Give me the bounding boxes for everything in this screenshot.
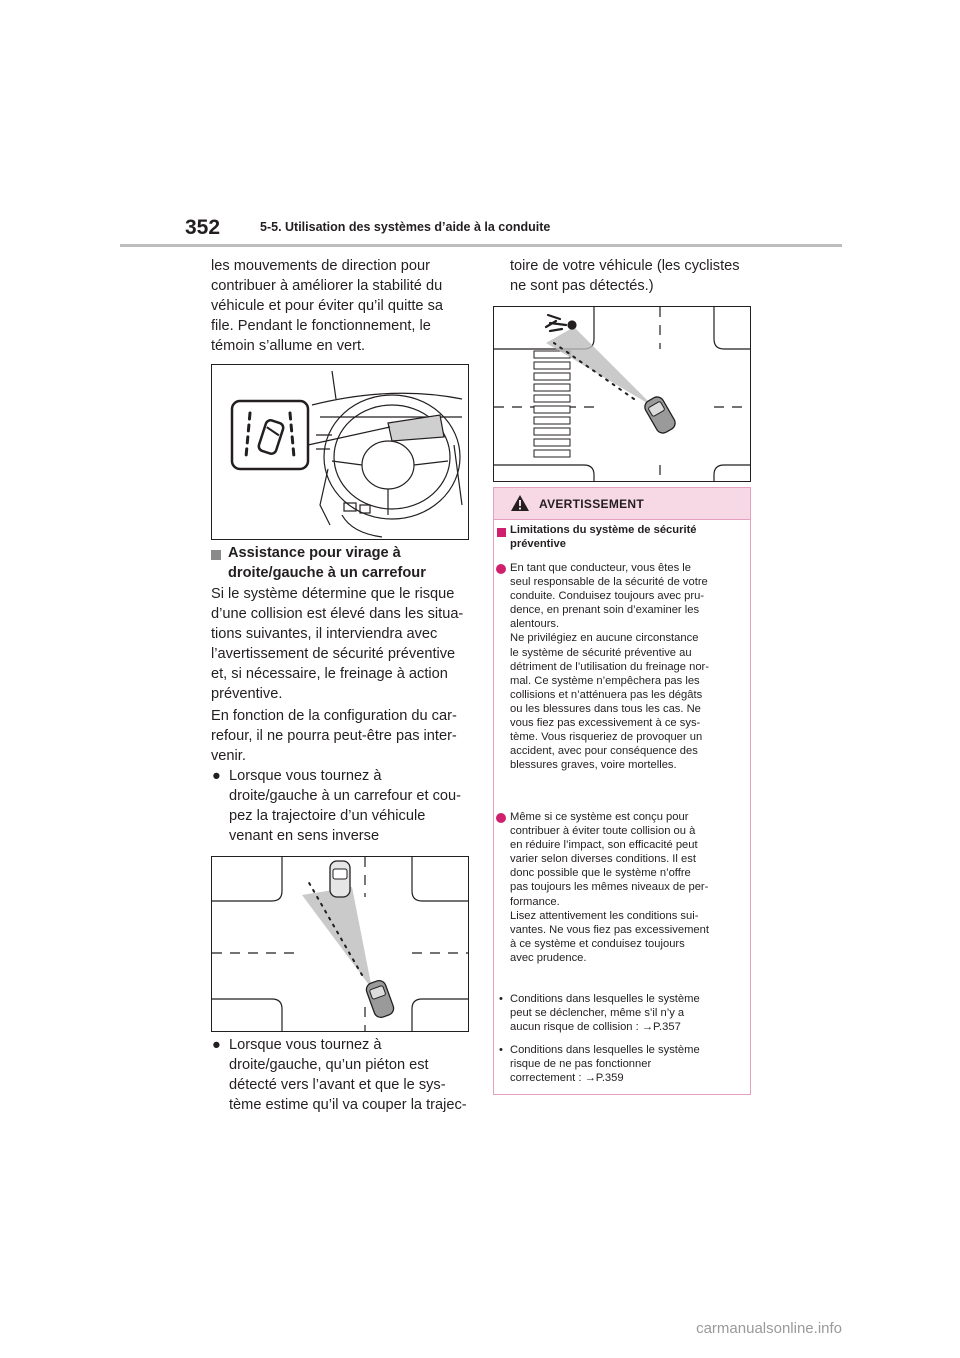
bullet-dot-icon	[496, 813, 506, 823]
warning-title: AVERTISSEMENT	[539, 497, 645, 511]
pedestrian-crossing-illustration	[494, 307, 750, 481]
warning-bullet-2: Conditions dans lesquelles le système risque de ne pas fonctionner correctement : →P.359	[510, 1044, 700, 1085]
warning-bullet-1-marker: •	[499, 993, 503, 1005]
square-bullet-icon	[497, 528, 506, 537]
continuation-paragraph: toire de votre véhicule (les cyclistes ne sont pas détectés.)	[510, 258, 740, 294]
warning-triangle-icon	[510, 494, 530, 512]
warning-header	[494, 488, 750, 520]
warning-item-2: Même si ce système est conçu pour contribuer à éviter toute collision ou à en réduire l’impact, son efficacité peut varier selon diverses conditions. Il est donc possible que le système n’offre pas toujours les mêmes niveaux de per- formance. Lisez attentivement les conditions sui- vantes. Ne vous fiez pas excessivement à ce système et conduisez toujours avec prudence.	[510, 811, 709, 964]
intro-paragraph: les mouvements de direction pour contribuer à améliorer la stabilité du véhicule et pour éviter qu’il quitte sa file. Pendant le fonctionnement, le témoin s’allume en vert.	[211, 258, 444, 354]
subheading: Assistance pour virage à droite/gauche à un carrefour	[228, 545, 426, 581]
steering-wheel-illustration	[212, 365, 468, 539]
bullet-dot-icon: ●	[212, 768, 221, 784]
section-title: 5-5. Utilisation des systèmes d’aide à la conduite	[260, 220, 551, 234]
dashboard-figure	[211, 364, 469, 540]
subheading-marker	[211, 546, 225, 566]
footer-watermark: carmanualsonline.info	[696, 1320, 842, 1337]
pedestrian-figure	[493, 306, 751, 482]
square-bullet-icon	[211, 550, 221, 560]
bullet-dot-icon: ●	[212, 1037, 221, 1053]
paragraph-1: Si le système détermine que le risque d’une collision est élevé dans les situa- tions suivantes, il interviendra avec l’avertissement de sécurité préventive et, si nécessaire, le freinage à action préventive.	[211, 586, 464, 702]
intersection-illustration	[212, 857, 468, 1031]
bullet-1-text: Lorsque vous tournez à droite/gauche à un carrefour et cou- pez la trajectoire d’un véhicule venant en sens inverse	[229, 768, 462, 844]
page-number: 352	[185, 216, 221, 239]
warning-bullet-2-marker: •	[499, 1044, 503, 1056]
warning-bullet-1: Conditions dans lesquelles le système peut se déclencher, même s’il n’y a aucun risque de collision : →P.357	[510, 993, 700, 1034]
warning-item-1: En tant que conducteur, vous êtes le seul responsable de la sécurité de votre conduite. Conduisez toujours avec pru- dence, en prenant soin d’examiner les alentours. Ne privilégiez en aucune circonstance le système de sécurité préventive au détriment de l’utilisation du freinage nor- mal. Ce système n’empêchera pas les collisions et n’atténuera pas les dégâts ou les blessures dans tous les cas. Ne vous fiez pas excessivement à ce sys- tème. Vous risqueriez de provoquer un accident, avec pour conséquence des blessures graves, voire mortelles.	[510, 562, 709, 772]
intersection-figure	[211, 856, 469, 1032]
warning-box	[493, 487, 751, 1095]
bullet-dot-icon	[496, 564, 506, 574]
lane-trace-indicator-icon	[232, 401, 308, 469]
header-rule	[120, 244, 842, 247]
warning-subtitle: Limitations du système de sécurité préventive	[510, 524, 697, 551]
bullet-2-text: Lorsque vous tournez à droite/gauche, qu’un piéton est détecté vers l’avant et que le sys- tème estime qu’il va couper la trajec-	[229, 1037, 467, 1113]
paragraph-2: En fonction de la configuration du car- refour, il ne pourra peut-être pas inter- venir.	[211, 708, 457, 764]
